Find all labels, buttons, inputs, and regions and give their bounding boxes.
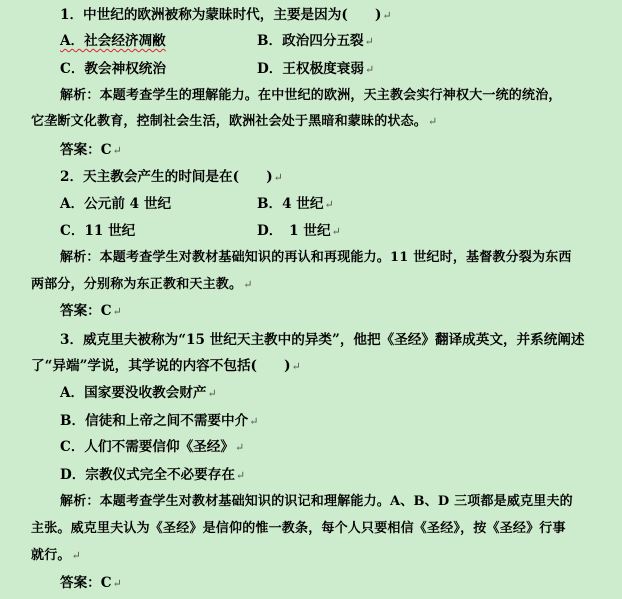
q1-option-c: C．教会神权统治 [60, 61, 166, 77]
q1-stem: 1．中世纪的欧洲被称为蒙昧时代，主要是因为( )↵ [60, 7, 392, 23]
q3-option-d: D．宗教仪式完全不必要存在↵ [60, 467, 246, 483]
q2-option-b: B．4 世纪↵ [257, 196, 334, 212]
q3-analysis-line-3: 就行。↵ [31, 548, 82, 563]
q2-option-c: C．11 世纪 [60, 223, 136, 239]
q3-stem-line-1: 3．威克里夫被称为“15 世纪天主教中的异类”，他把《圣经》翻译成英文，并系统阐述 [60, 332, 585, 348]
q3-answer: 答案：C↵ [60, 575, 122, 591]
q1-option-d: D．王权极度衰弱↵ [257, 61, 375, 77]
q2-analysis-line-1: 解析：本题考查学生对教材基础知识的再认和再现能力。11 世纪时，基督教分裂为东西 [60, 250, 572, 265]
q2-option-a: A．公元前 4 世纪 [60, 196, 172, 212]
q3-analysis-line-1: 解析：本题考查学生对教材基础知识的识记和理解能力。A、B、D 三项都是威克里夫的 [60, 494, 573, 509]
q1-analysis-line-1: 解析：本题考查学生的理解能力。在中世纪的欧洲，天主教会实行神权大一统的统治， [60, 88, 562, 103]
q3-stem-line-2: 了“异端”学说，其学说的内容不包括( )↵ [31, 358, 301, 374]
q2-stem: 2．天主教会产生的时间是在( )↵ [60, 169, 283, 185]
q1-answer: 答案：C↵ [60, 142, 122, 158]
q2-option-d: D． 1 世纪↵ [257, 223, 341, 239]
q1-analysis-line-2: 它垄断文化教育，控制社会生活，欧洲社会处于黑暗和蒙昧的状态。↵ [31, 114, 438, 129]
q1-option-a: A．社会经济凋敝 [60, 33, 166, 49]
q3-option-c: C．人们不需要信仰《圣经》↵ [60, 439, 245, 455]
q3-option-a: A．国家要没收教会财产↵ [60, 385, 217, 401]
q1-option-b: B．政治四分五裂↵ [257, 33, 374, 49]
q2-answer: 答案：C↵ [60, 303, 122, 319]
q3-option-b: B．信徒和上帝之间不需要中介↵ [60, 413, 259, 429]
q3-analysis-line-2: 主张。威克里夫认为《圣经》是信仰的惟一教条，每个人只要相信《圣经》，按《圣经》行事 [31, 521, 566, 536]
q2-analysis-line-2: 两部分，分别称为东正教和天主教。↵ [31, 277, 253, 292]
